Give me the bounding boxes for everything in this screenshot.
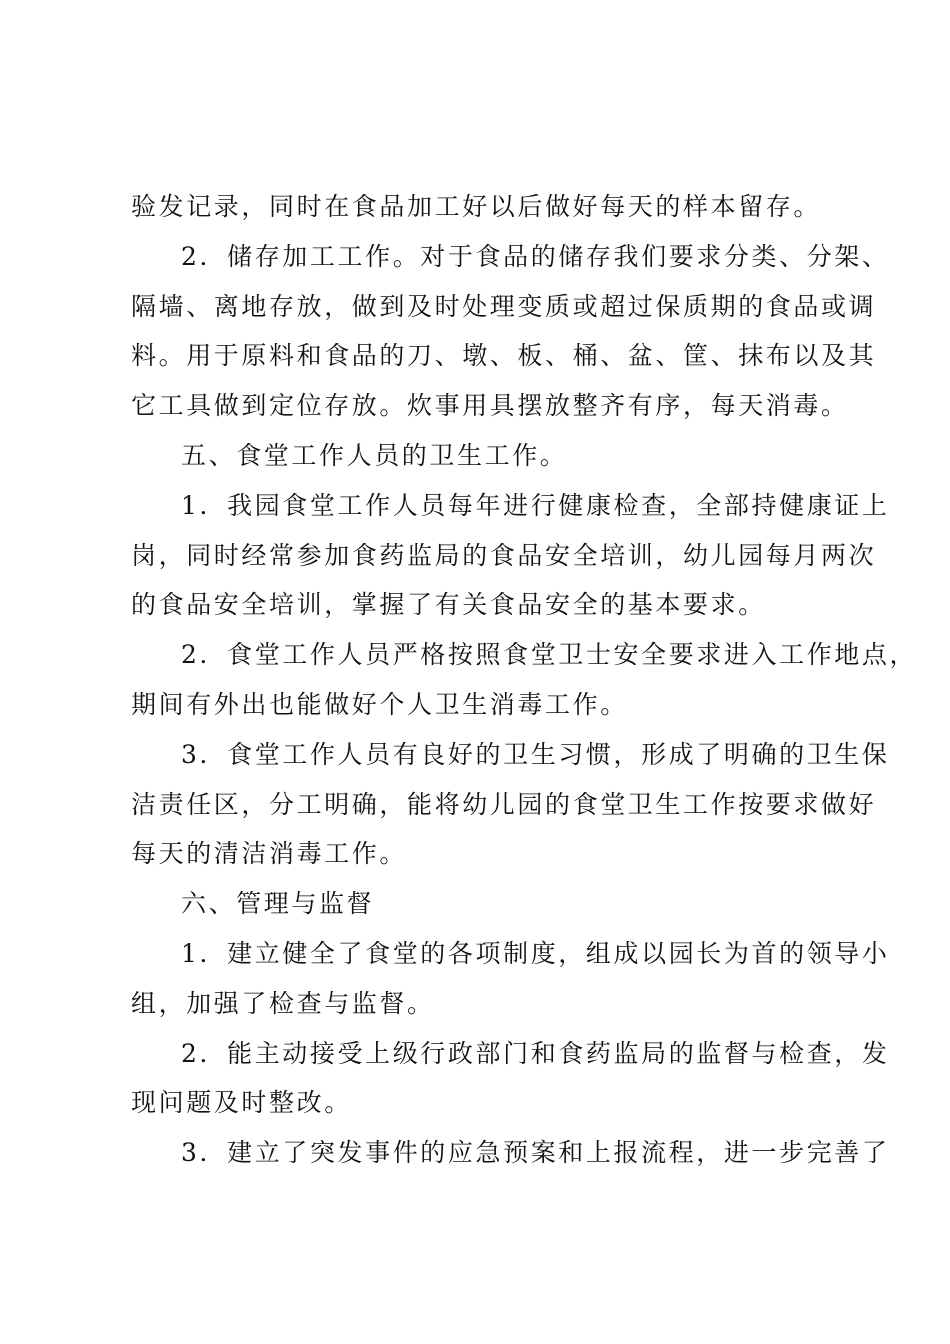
text-line: 隔墙、离地存放，做到及时处理变质或超过保质期的食品或调 xyxy=(131,291,877,321)
text-line: 验发记录，同时在食品加工好以后做好每天的样本留存。 xyxy=(131,192,822,221)
text-line: 2．食堂工作人员严格按照食堂卫士安全要求进入工作地点， xyxy=(181,640,918,670)
text-line: 现问题及时整改。 xyxy=(131,1088,352,1118)
text-line: 3．食堂工作人员有良好的卫生习惯，形成了明确的卫生保 xyxy=(181,739,890,769)
text-line: 它工具做到定位存放。炊事用具摆放整齐有序，每天消毒。 xyxy=(131,391,849,421)
text-line: 洁责任区，分工明确，能将幼儿园的食堂卫生工作按要求做好 xyxy=(131,789,877,819)
section-heading: 六、管理与监督 xyxy=(181,889,375,919)
text-line: 岗，同时经常参加食药监局的食品安全培训，幼儿园每月两次 xyxy=(131,540,877,570)
section-heading: 五、食堂工作人员的卫生工作。 xyxy=(181,440,568,470)
text-line: 的食品安全培训，掌握了有关食品安全的基本要求。 xyxy=(131,590,766,620)
document-body xyxy=(131,182,918,1178)
text-line: 1．建立健全了食堂的各项制度，组成以园长为首的领导小 xyxy=(181,938,890,968)
text-line: 组，加强了检查与监督。 xyxy=(131,988,435,1018)
text-line: 期间有外出也能做好个人卫生消毒工作。 xyxy=(131,689,628,719)
text-line: 料。用于原料和食品的刀、墩、板、桶、盆、筐、抹布以及其 xyxy=(131,341,877,371)
text-line: 2．储存加工工作。对于食品的储存我们要求分类、分架、 xyxy=(181,241,890,271)
text-line: 1．我园食堂工作人员每年进行健康检查，全部持健康证上 xyxy=(181,490,890,520)
text-line: 2．能主动接受上级行政部门和食药监局的监督与检查，发 xyxy=(181,1038,890,1068)
text-line: 3．建立了突发事件的应急预案和上报流程，进一步完善了 xyxy=(181,1138,890,1168)
text-line: 每天的清洁消毒工作。 xyxy=(131,839,408,869)
